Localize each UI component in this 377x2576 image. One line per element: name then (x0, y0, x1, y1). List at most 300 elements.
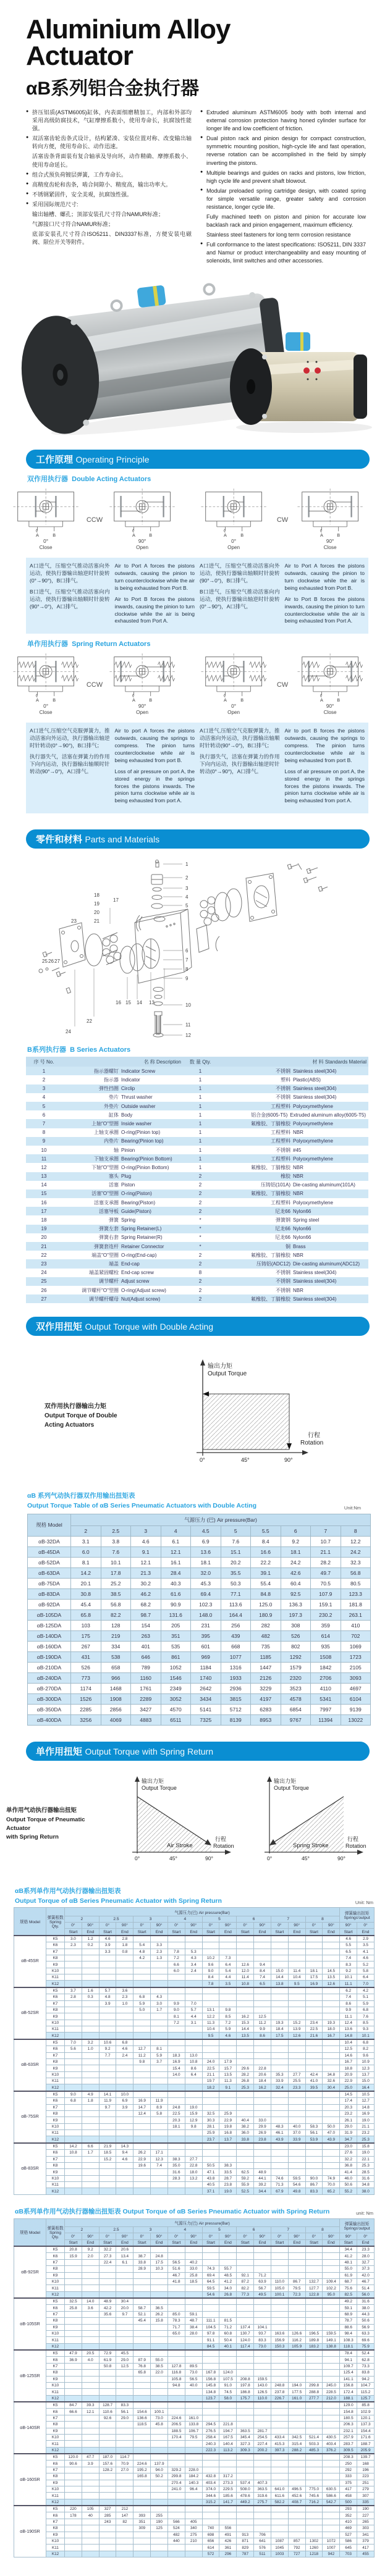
torque-value (116, 2182, 133, 2188)
spring-output-end: 28.0 (357, 2253, 375, 2259)
feature-item: ● 高精度齿轮和齿条，啮合间隙小、精度高，输出功率大。 (26, 181, 192, 189)
torque-value: 3.6 (82, 2305, 99, 2311)
sr-table-row (14, 2104, 375, 2110)
sr-table-row (14, 2039, 375, 2046)
torque-value (133, 2117, 151, 2123)
torque-value: 111.1 (202, 2318, 219, 2324)
torque-value: 5712 (221, 1704, 251, 1714)
torque-value (305, 2039, 323, 2046)
pressure-col-header: 7 (271, 2226, 305, 2233)
torque-value: 478.6 (237, 2493, 254, 2499)
torque-value (167, 1974, 185, 1981)
part-qty: * (183, 1242, 218, 1251)
torque-value (271, 2350, 288, 2357)
torque-value (237, 2110, 254, 2117)
exploded-view-illustration (0, 856, 377, 1041)
tick-0: 0° (135, 1855, 140, 1861)
torque-value: 556 (219, 2525, 237, 2532)
torque-value: 125 (151, 2525, 168, 2532)
torque-value (202, 2506, 219, 2512)
torque-value (151, 1936, 168, 1942)
spring-output-start: 293 (340, 2506, 357, 2512)
torque-value (133, 2136, 151, 2143)
torque-value (133, 2350, 151, 2357)
spring-output-start: 283.7 (340, 2441, 357, 2447)
spring-return-actuator-schematic (10, 652, 83, 718)
torque-value (237, 1955, 254, 1961)
torque-value (82, 2266, 99, 2272)
torque-value: 17.8 (101, 1567, 131, 1578)
torque-value (65, 2188, 82, 2194)
part-description-en: End-cap (121, 1261, 140, 1267)
torque-value (99, 2422, 116, 2428)
torque-value (219, 2143, 237, 2150)
torque-value (133, 2441, 151, 2447)
torque-value: 2.3 (151, 1949, 168, 1955)
torque-value: 19.0 (185, 2104, 202, 2110)
spring-return-actuator-schematic (294, 652, 367, 718)
torque-value (185, 2298, 202, 2305)
spring-qty: K12 (46, 2499, 65, 2506)
principle-paragraph: A口进气,压缩空气克服弹簧力，推动活塞向外运动，执行器输出轴逆时针转动(0°→90°)，B口排气； (30, 728, 110, 749)
torque-value (288, 2305, 305, 2311)
torque-value (288, 1942, 305, 1949)
torque-value (116, 1961, 133, 1968)
spring-qty: K8 (46, 2007, 65, 2013)
spring-output-start: 469 (340, 2525, 357, 2532)
spring-qty: K11 (46, 2026, 65, 2033)
torque-value: 270.4 (167, 2480, 185, 2486)
torque-value: 84.8 (251, 1588, 281, 1599)
torque-value (65, 2169, 82, 2175)
title-line2: Actuator (26, 41, 133, 72)
torque-value: 38.7 (133, 2253, 151, 2259)
part-description-en: Indicator Screw (121, 1068, 156, 1074)
torque-value: 71.3 (271, 2182, 288, 2188)
spring-output-start: 375 (340, 2480, 357, 2486)
torque-value (133, 2480, 151, 2486)
torque-value: 56.5 (167, 2259, 185, 2265)
part-description-en: O-ring(Adjust screw) (121, 1287, 166, 1293)
part-no: 21 (26, 1242, 62, 1251)
torque-value: 1045 (271, 2545, 288, 2551)
section-title-cn: 双作用扭矩 (36, 1322, 83, 1333)
torque-value (254, 2266, 271, 2272)
torque-value: 138.8 (323, 2343, 340, 2350)
torque-value (133, 2395, 151, 2402)
spring-output-start: 4.6 (340, 1936, 357, 1942)
torque-value (82, 2104, 99, 2110)
spring-output-end: 23.2 (357, 2130, 375, 2136)
col-header-model: 规格 Model (28, 1514, 71, 1536)
torque-value (202, 1942, 219, 1949)
spring-output-start: 6.5 (340, 1949, 357, 1955)
torque-value: 39.5 (305, 2084, 323, 2091)
torque-value (323, 2058, 340, 2065)
torque-value (65, 1968, 82, 1974)
torque-value (65, 2311, 82, 2317)
torque-value: 35.5 (221, 1567, 251, 1578)
torque-value (116, 2545, 133, 2551)
end-label-header: End (219, 1929, 237, 1936)
torque-value (271, 1942, 288, 1949)
spring-output-start: 25.0 (340, 2084, 357, 2091)
spring-return-diagram (294, 652, 367, 718)
torque-value: 46.7 (167, 2272, 185, 2278)
deg-start-header: 0° (133, 1923, 151, 1929)
torque-value (288, 2046, 305, 2052)
torque-value (99, 1981, 116, 1987)
torque-value: 56.8 (341, 1567, 371, 1578)
sr-table-row (14, 2091, 375, 2098)
sr-table-row (14, 2175, 375, 2181)
pressure-col-header: 2.5 (99, 2226, 133, 2233)
part-callout-number: 23 (71, 918, 77, 925)
y-axis-label-cn: 输出力矩 (208, 1363, 232, 1370)
torque-value (65, 2422, 82, 2428)
torque-value: 8.6 (254, 2033, 271, 2039)
torque-value: 47.9 (65, 2350, 82, 2357)
model-name: αB-63SR (14, 2039, 46, 2091)
torque-value (237, 2363, 254, 2369)
spring-output-start: 118.1 (340, 2343, 357, 2350)
torque-value: 255 (151, 2512, 168, 2519)
indicator-cap-small (286, 332, 310, 351)
torque-value (99, 2175, 116, 2181)
torque-value (288, 1955, 305, 1961)
torque-value: 107.9 (311, 1588, 341, 1599)
deg-end-header: 90° (151, 1923, 168, 1929)
sr-table-row (14, 1974, 375, 1981)
torque-value (116, 2078, 133, 2084)
col-header-no: 序 号 No. (26, 1057, 62, 1067)
sr-table-row (14, 2499, 375, 2506)
torque-value (271, 2461, 288, 2467)
torque-value (237, 2370, 254, 2376)
da-table-row (28, 1714, 371, 1725)
torque-value (323, 2473, 340, 2480)
torque-value (133, 2182, 151, 2188)
torque-value (116, 2136, 133, 2143)
torque-value: 110.0 (271, 2278, 288, 2284)
torque-value (237, 2156, 254, 2162)
torque-value: 9.4 (116, 2150, 133, 2156)
torque-value (167, 2357, 185, 2363)
pressure-col-header: 6 (237, 2226, 271, 2233)
torque-value (237, 2454, 254, 2461)
torque-value (167, 2395, 185, 2402)
part-callout-number: 14 (137, 1000, 142, 1006)
torque-value (323, 2013, 340, 2020)
torque-value: 184.2 (185, 2473, 202, 2480)
torque-value (254, 2143, 271, 2150)
torque-value (237, 2415, 254, 2421)
torque-value: 294.5 (202, 2422, 219, 2428)
da-table-row (28, 1704, 371, 1714)
torque-value (202, 2052, 219, 2058)
part-description-en: Spring (121, 1217, 136, 1223)
feature-item: ● 不锈钢紧固件，安全美观，抗腐蚀性强。 (26, 191, 192, 199)
spring-output-end: 104.7 (357, 2382, 375, 2388)
torque-value: 12.5 (254, 2013, 271, 2020)
torque-value: 200.2 (254, 2447, 271, 2454)
torque-value: 802 (281, 1641, 311, 1651)
torque-value (288, 2480, 305, 2486)
torque-value: 120.0 (65, 2454, 82, 2461)
torque-value: 74.9 (323, 2175, 340, 2181)
part-description: 端盖 End-cap (62, 1259, 183, 1268)
torque-value (133, 2130, 151, 2136)
torque-value (202, 2143, 219, 2150)
torque-value: 39.1 (251, 1567, 281, 1578)
double-acting-description-panel (26, 558, 368, 634)
part-description-en: Body (121, 1112, 133, 1118)
torque-value: 177.5 (288, 2389, 305, 2395)
torque-value: 62.5 (237, 2169, 254, 2175)
torque-value: 35.3 (271, 2071, 288, 2078)
spring-output-end: 8.2 (357, 2046, 375, 2052)
torque-value: 4.6 (116, 2156, 133, 2162)
torque-value: 20.3 (167, 2117, 185, 2123)
part-qty: 1 (183, 1085, 218, 1093)
parts-table-row (26, 1128, 368, 1137)
torque-value (99, 2182, 116, 2188)
part-description: 塞头 Plug (62, 1172, 183, 1181)
torque-value (237, 2143, 254, 2150)
torque-value: 16.9 (133, 2098, 151, 2104)
spring-output-end: 335 (357, 2499, 375, 2506)
torque-value (202, 2519, 219, 2525)
torque-value (271, 2150, 288, 2156)
torque-value: 4.0 (82, 2357, 99, 2363)
torque-value (219, 2052, 237, 2058)
parts-table-row (26, 1233, 368, 1242)
spring-qty: K12 (46, 2551, 65, 2557)
part-callout-number: 20 (94, 910, 100, 916)
torque-value (219, 2363, 237, 2369)
port-b-label: B (53, 697, 56, 703)
torque-value (133, 2454, 151, 2461)
torque-value: 48.9 (254, 2169, 271, 2175)
spring-qty: K10 (46, 2382, 65, 2388)
torque-value: 23.7 (202, 2136, 219, 2143)
torque-value (237, 2461, 254, 2467)
spring-output-end: 37.3 (357, 2266, 375, 2272)
torque-value: 13.0 (185, 2052, 202, 2058)
torque-value (116, 2278, 133, 2284)
sr-table-row (14, 2253, 375, 2259)
spring-output-end: 265 (357, 2519, 375, 2525)
torque-value: 12.1 (161, 1546, 191, 1557)
torque-value: 2126 (251, 1672, 281, 1683)
spring-output-start: 410 (340, 2519, 357, 2525)
spring-output-start: 50.6 (340, 2182, 357, 2188)
torque-value: 40.4 (237, 2117, 254, 2123)
torque-value (237, 1936, 254, 1942)
spring-output-start: 458 (340, 2493, 357, 2499)
torque-value: 4.6 (116, 2046, 133, 2052)
spring-qty: K6 (46, 2098, 65, 2104)
angle-label: 90° (326, 539, 334, 545)
part-material: 不锈钢 Stainless steel(304) (218, 1269, 368, 1277)
torque-value (82, 2278, 99, 2284)
caption-en2: Acting Actuators (44, 1421, 95, 1429)
spring-qty: K10 (46, 1968, 65, 1974)
torque-value (323, 1942, 340, 1949)
part-material: 工程塑料 Polyoxymethylene (218, 1198, 368, 1207)
torque-value (65, 2278, 82, 2284)
caption-en1: Output Torque of Double (44, 1412, 117, 1419)
torque-value: 452.6 (288, 2493, 305, 2499)
torque-value (219, 2415, 237, 2421)
part-description-en: Nut(Adjust screw) (121, 1296, 161, 1302)
torque-value: 56.1 (116, 2409, 133, 2415)
torque-value: 161.0 (185, 2415, 202, 2421)
col-header-springs-output: 弹簧输出扭矩 Springs'output (340, 1908, 375, 1923)
part-callout-number: 11 (185, 1022, 191, 1028)
torque-value (237, 2467, 254, 2473)
feature-item: Stainless steel fasteners for long term corrosion resistance (206, 231, 351, 238)
torque-value: 37.0 (288, 2130, 305, 2136)
torque-value (271, 2473, 288, 2480)
pressure-col-header: 4 (167, 1916, 202, 1922)
torque-value (116, 2065, 133, 2071)
torque-value (219, 2519, 237, 2525)
torque-value: 28.9 (133, 2266, 151, 2272)
torque-value: 13.7 (219, 2136, 237, 2143)
torque-value: 19.3 (323, 2020, 340, 2026)
sr-table-row (14, 1987, 375, 1994)
torque-value (65, 2065, 82, 2071)
col-header-air-pressure: 气源压力 (巴) Air pressure(Bar) (71, 1514, 371, 1525)
torque-value (151, 2285, 168, 2291)
torque-value (167, 2291, 185, 2298)
torque-value (99, 2337, 116, 2343)
torque-value: 78.3 (167, 2318, 185, 2324)
torque-value: 12.6 (323, 1981, 340, 1987)
torque-value (151, 2078, 168, 2084)
y-axis-label-en: Output Torque (142, 1784, 177, 1791)
torque-value: 403.4 (323, 2441, 340, 2447)
torque-value (219, 2402, 237, 2409)
state-label: Open (227, 545, 240, 551)
torque-value (185, 2409, 202, 2415)
torque-value: 11.4 (237, 1974, 254, 1981)
col-header-model: 规格 Model (14, 2218, 46, 2246)
spring-output-start: 88.6 (340, 2324, 357, 2330)
sr-table-row (14, 2123, 375, 2129)
spring-return-actuator-schematic (106, 652, 179, 718)
part-no: 23 (26, 1259, 62, 1268)
tick-0: 0° (267, 1855, 273, 1861)
torque-value (323, 2428, 340, 2434)
part-material: 工程塑料 NBR (218, 1128, 368, 1137)
spring-output-end: 56.0 (357, 2291, 375, 2298)
torque-value: 80.5 (341, 1578, 371, 1588)
sr-table-row (14, 2512, 375, 2519)
torque-value (133, 2143, 151, 2150)
part-no: 15 (26, 1189, 62, 1198)
torque-value (271, 2104, 288, 2110)
torque-value: 54.6 (202, 2291, 219, 2298)
torque-value: 403.4 (202, 2480, 219, 2486)
torque-value: 871 (237, 2538, 254, 2544)
torque-value (254, 2259, 271, 2265)
torque-value: 31.6 (167, 2169, 185, 2175)
torque-value (323, 2039, 340, 2046)
torque-value (151, 1987, 168, 1994)
part-no: 10 (41, 1147, 47, 1153)
spring-output-end: 3.5 (357, 1942, 375, 1949)
torque-value: 773 (71, 1672, 101, 1683)
sr-table-row (14, 2084, 375, 2091)
spring-output-start: 46.0 (340, 2175, 357, 2181)
feature-item: ● Multiple bearings and guides on racks and pistons, low friction, high cycle life and prevent shaft blowout. (200, 169, 366, 185)
torque-value: 572 (202, 2551, 219, 2557)
sr-table-row (14, 2110, 375, 2117)
pressure-col-header: 8 (341, 1525, 371, 1536)
part-callout-number: 3 (185, 886, 188, 892)
torque-value: 4.6 (219, 2033, 237, 2039)
spring-qty: K6 (46, 2046, 65, 2052)
part-material-en: Die-casting aluminum(101A) (293, 1182, 355, 1188)
spring-output-start: 16.7 (340, 2058, 357, 2065)
part-description: 弹簧左套 Spring Retainer(L) (62, 1225, 183, 1233)
torque-value (82, 2434, 99, 2440)
spring-output-end: 31.6 (357, 2298, 375, 2305)
torque-value (323, 2046, 340, 2052)
torque-value: 1842 (311, 1662, 341, 1672)
torque-value (202, 2357, 219, 2363)
torque-value: 792 (288, 2545, 305, 2551)
torque-value (305, 2058, 323, 2065)
part-material-en: NBR (293, 1252, 303, 1258)
torque-value: 6.4 (185, 2071, 202, 2078)
torque-value: 5341 (311, 1693, 341, 1704)
region-label-spring: Spring Stroke (293, 1842, 329, 1849)
torque-value: 27.7 (288, 2071, 305, 2078)
torque-value: 511 (254, 2551, 271, 2557)
torque-value: 96.4 (185, 2486, 202, 2492)
title-line1: Aluminium Alloy (26, 14, 231, 44)
torque-value: 18.3 (167, 2052, 185, 2058)
torque-value: 28.0 (185, 2330, 202, 2336)
torque-value: 195.2 (133, 2467, 151, 2473)
torque-value: 72.9 (99, 2350, 116, 2357)
torque-value: 1316 (221, 1662, 251, 1672)
torque-value: 9767 (281, 1714, 311, 1725)
deg-end-header: 90° (82, 1923, 99, 1929)
section-title-cn: 工作原理 (36, 455, 74, 466)
torque-value (305, 1942, 323, 1949)
part-callout-number: 26 (48, 959, 54, 965)
spring-output-end: 12.3 (357, 2065, 375, 2071)
model-name: αB-45DA (28, 1546, 71, 1557)
feature-item: ● Extruded aluminum ASTM6005 body with both internal and external corrosion protection having honed cylinder surface for longer life and low coefficient of friction. (200, 109, 366, 133)
torque-value: 46.2 (131, 1588, 161, 1599)
torque-value: 3523 (281, 1683, 311, 1693)
torque-value (271, 1955, 288, 1961)
torque-value (271, 2519, 288, 2525)
torque-value: 163.6 (271, 2330, 288, 2336)
torque-value (167, 2026, 185, 2033)
torque-value: 1185 (251, 1651, 281, 1662)
torque-value: 408.7 (288, 2499, 305, 2506)
spring-output-end: 25.3 (357, 2162, 375, 2168)
principle-text-column (200, 728, 280, 808)
torque-value (116, 2395, 133, 2402)
double-acting-chart-caption (44, 1402, 162, 1430)
